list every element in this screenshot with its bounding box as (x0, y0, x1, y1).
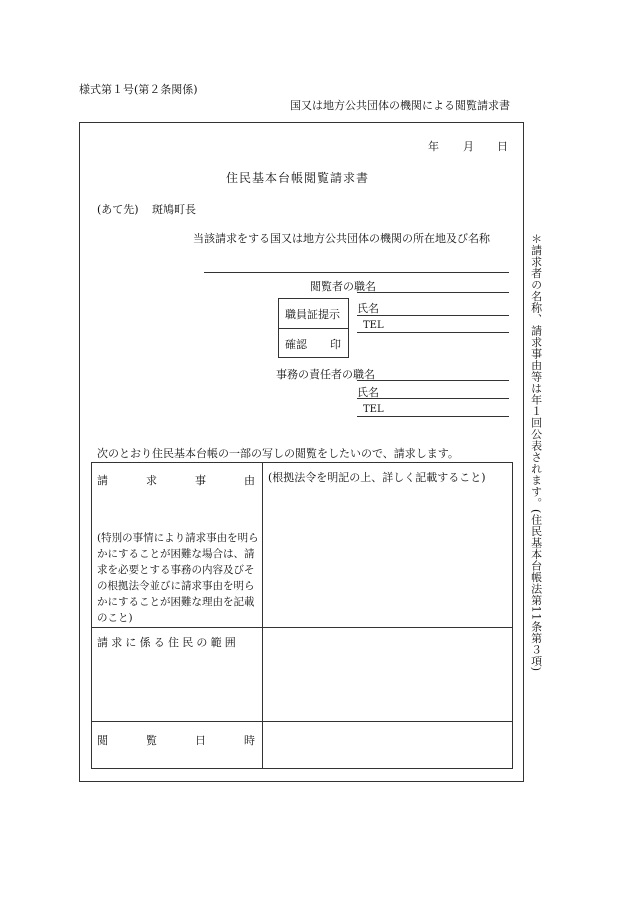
datetime-char-1: 閲 (97, 734, 108, 747)
reason-char-1: 請 (97, 474, 108, 487)
table-row-divider-1 (91, 627, 513, 628)
request-sentence: 次のとおり住民基本台帳の一部の写しの閲覧をしたいので、請求します。 (97, 447, 459, 460)
viewer-name-line (357, 315, 509, 316)
form-title: 住民基本台帳閲覧請求書 (226, 171, 370, 185)
id-presented-label: 職員証提示 (285, 308, 340, 321)
reason-char-2: 求 (146, 474, 157, 487)
form-number: 様式第１号(第２条関係) (79, 83, 198, 96)
reason-hint: (根拠法令を明記の上、詳しく記載すること) (268, 471, 486, 484)
date-year: 年 (428, 140, 439, 153)
agency-location-line (204, 272, 509, 273)
viewer-name-label: 氏名 (357, 302, 379, 315)
addressee-label: (あて先) (97, 203, 139, 216)
side-note: ＊請求者の名称、請求事由等は年１回公表されます。(住民基本台帳法第11条第３項) (529, 233, 543, 672)
table-column-divider (262, 462, 263, 769)
datetime-char-2: 覧 (146, 734, 157, 747)
form-subtitle: 国又は地方公共団体の機関による閲覧請求書 (290, 99, 510, 112)
addressee-name: 斑鳩町長 (152, 203, 196, 216)
scope-label: 請求に係る住民の範囲 (97, 636, 239, 649)
viewer-tel-line (357, 332, 509, 333)
responsible-tel-label: TEL (363, 404, 384, 415)
responsible-name-line (357, 398, 509, 399)
responsible-title-line (357, 380, 509, 381)
datetime-label (97, 732, 255, 748)
viewer-title-line (357, 292, 509, 293)
reason-char-4: 由 (244, 474, 255, 487)
viewer-tel-label: TEL (363, 320, 384, 331)
datetime-char-3: 日 (195, 734, 206, 747)
date-day: 日 (497, 140, 508, 153)
seal-label: 印 (330, 338, 341, 351)
reason-label (97, 472, 255, 488)
responsible-tel-line (357, 416, 509, 417)
responsible-name-label: 氏名 (357, 386, 379, 399)
reason-note: (特別の事情により請求事由を明らかにすることが困難な場合は、請求を必要とする事務の内容及びその根拠法令並びに請求事由を明らかにすることが困難な理由を記載のこと) (97, 532, 259, 624)
date-month: 月 (463, 140, 474, 153)
viewer-title-label: 閲覧者の職名 (310, 280, 376, 293)
confirm-label: 確認 (285, 338, 307, 351)
datetime-char-4: 時 (244, 734, 255, 747)
table-row-divider-2 (91, 721, 513, 722)
reason-char-3: 事 (195, 474, 206, 487)
id-check-divider (278, 328, 349, 329)
responsible-title-label: 事務の責任者の職名 (276, 368, 375, 381)
agency-location-label: 当該請求をする国又は地方公共団体の機関の所在地及び名称 (193, 232, 490, 245)
